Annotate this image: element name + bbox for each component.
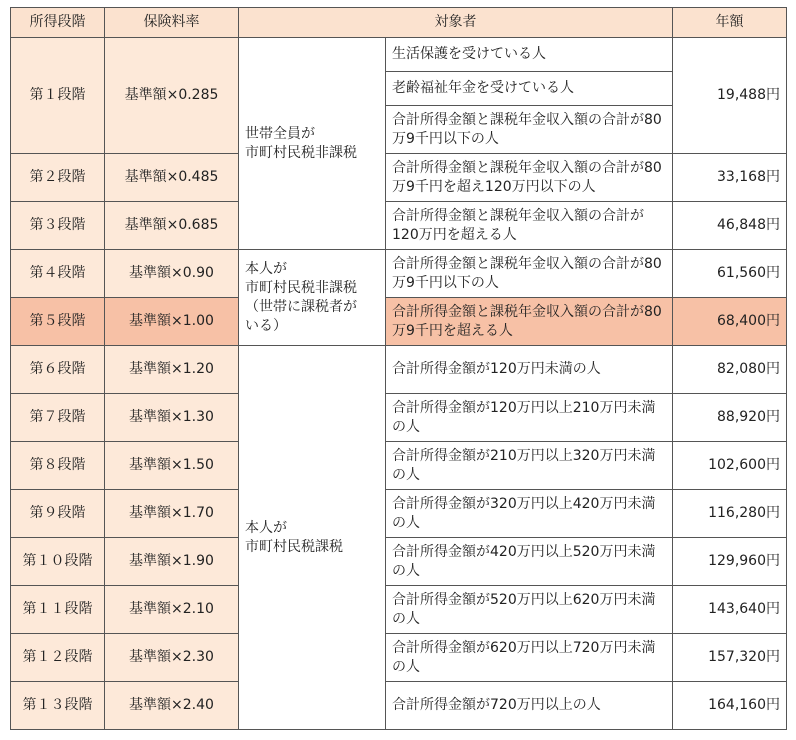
rate-cell: 基準額×0.90 [105, 250, 239, 298]
amount-cell: 88,920円 [673, 394, 787, 442]
rate-cell: 基準額×1.00 [105, 298, 239, 346]
stage-cell: 第１段階 [11, 38, 105, 154]
amount-cell: 129,960円 [673, 538, 787, 586]
group-text: 本人が [245, 519, 287, 536]
rate-cell: 基準額×1.70 [105, 490, 239, 538]
target-cell: 合計所得金額と課税年金収入額の合計が80万9千円を超え120万円以下の人 [386, 154, 673, 202]
table-row [11, 154, 787, 202]
group-cell-nontaxed-self [239, 250, 386, 346]
table-row [11, 538, 787, 586]
target-cell: 合計所得金額が620万円以上720万円未満の人 [386, 634, 673, 682]
stage-cell: 第９段階 [11, 490, 105, 538]
target-cell: 合計所得金額と課税年金収入額の合計が80万9千円を超える人 [386, 298, 673, 346]
group-text: 市町村民税非課税 [245, 279, 357, 296]
stage-cell: 第６段階 [11, 346, 105, 394]
table-row [11, 38, 787, 72]
table-row [11, 250, 787, 298]
group-text: 世帯全員が [245, 125, 315, 142]
rate-cell: 基準額×0.285 [105, 38, 239, 154]
table-row-highlighted [11, 298, 787, 346]
target-cell: 合計所得金額が210万円以上320万円未満の人 [386, 442, 673, 490]
stage-cell: 第３段階 [11, 202, 105, 250]
premium-table [10, 7, 787, 730]
stage-cell: 第１２段階 [11, 634, 105, 682]
group-text: 本人が [245, 260, 287, 277]
stage-cell: 第７段階 [11, 394, 105, 442]
rate-cell: 基準額×2.30 [105, 634, 239, 682]
group-cell-taxed-self [239, 346, 386, 730]
amount-cell: 19,488円 [673, 38, 787, 154]
table-row [11, 394, 787, 442]
target-cell: 合計所得金額が720万円以上の人 [386, 682, 673, 730]
rate-cell: 基準額×1.20 [105, 346, 239, 394]
amount-cell: 102,600円 [673, 442, 787, 490]
target-cell: 老齢福祉年金を受けている人 [386, 72, 673, 106]
stage-cell: 第８段階 [11, 442, 105, 490]
target-cell: 合計所得金額と課税年金収入額の合計が80万9千円以下の人 [386, 106, 673, 154]
target-cell: 合計所得金額が420万円以上520万円未満の人 [386, 538, 673, 586]
premium-table-container [10, 7, 787, 730]
stage-cell: 第１３段階 [11, 682, 105, 730]
table-row [11, 442, 787, 490]
amount-cell: 157,320円 [673, 634, 787, 682]
target-cell: 生活保護を受けている人 [386, 38, 673, 72]
header-stage: 所得段階 [11, 8, 105, 38]
target-cell: 合計所得金額と課税年金収入額の合計が120万円を超える人 [386, 202, 673, 250]
rate-cell: 基準額×1.50 [105, 442, 239, 490]
target-cell: 合計所得金額が120万円以上210万円未満の人 [386, 394, 673, 442]
table-row [11, 634, 787, 682]
rate-cell: 基準額×2.40 [105, 682, 239, 730]
rate-cell: 基準額×1.30 [105, 394, 239, 442]
group-text: 市町村民税課税 [245, 538, 343, 555]
target-cell: 合計所得金額と課税年金収入額の合計が80万9千円以下の人 [386, 250, 673, 298]
header-target: 対象者 [239, 8, 673, 38]
rate-cell: 基準額×0.485 [105, 154, 239, 202]
group-text: （世帯に課税者が [245, 298, 357, 315]
rate-cell: 基準額×1.90 [105, 538, 239, 586]
table-row [11, 586, 787, 634]
stage-cell: 第２段階 [11, 154, 105, 202]
group-text: いる） [245, 317, 287, 334]
stage-cell: 第５段階 [11, 298, 105, 346]
target-cell: 合計所得金額が520万円以上620万円未満の人 [386, 586, 673, 634]
rate-cell: 基準額×2.10 [105, 586, 239, 634]
table-row [11, 202, 787, 250]
amount-cell: 61,560円 [673, 250, 787, 298]
amount-cell: 82,080円 [673, 346, 787, 394]
table-row [11, 490, 787, 538]
stage-cell: 第４段階 [11, 250, 105, 298]
group-cell-nontaxed-household [239, 38, 386, 250]
amount-cell: 68,400円 [673, 298, 787, 346]
table-row [11, 682, 787, 730]
amount-cell: 116,280円 [673, 490, 787, 538]
amount-cell: 46,848円 [673, 202, 787, 250]
header-row [11, 8, 787, 38]
group-text: 市町村民税非課税 [245, 144, 357, 161]
amount-cell: 33,168円 [673, 154, 787, 202]
amount-cell: 164,160円 [673, 682, 787, 730]
stage-cell: 第１０段階 [11, 538, 105, 586]
header-amount: 年額 [673, 8, 787, 38]
target-cell: 合計所得金額が120万円未満の人 [386, 346, 673, 394]
amount-cell: 143,640円 [673, 586, 787, 634]
stage-cell: 第１１段階 [11, 586, 105, 634]
table-row [11, 346, 787, 394]
rate-cell: 基準額×0.685 [105, 202, 239, 250]
target-cell: 合計所得金額が320万円以上420万円未満の人 [386, 490, 673, 538]
header-rate: 保険料率 [105, 8, 239, 38]
